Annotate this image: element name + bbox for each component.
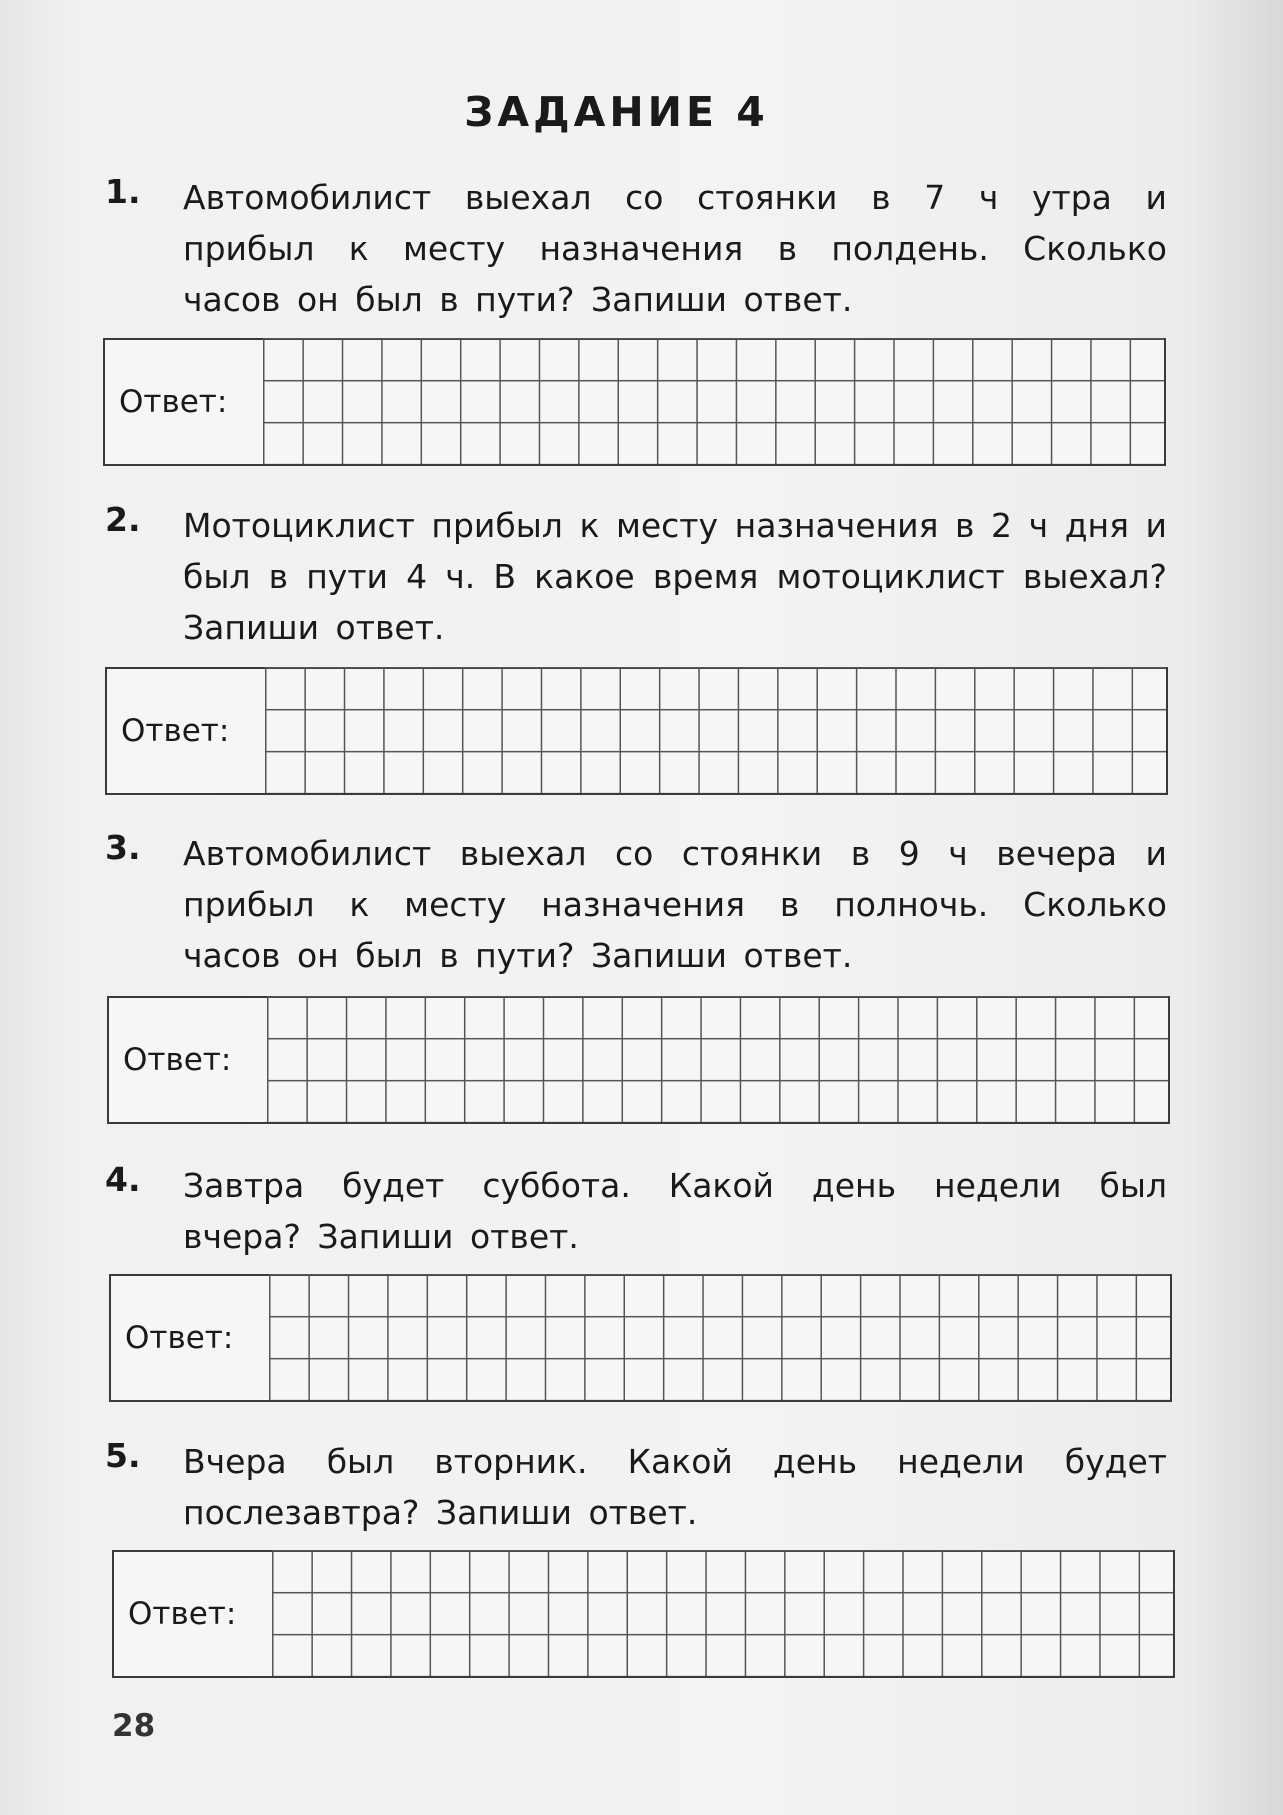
answer-grid[interactable] <box>272 1550 1175 1678</box>
answer-box-1[interactable] <box>103 338 1166 466</box>
task-number: 3. <box>105 828 141 867</box>
answer-grid[interactable] <box>263 338 1166 466</box>
task-1 <box>105 172 1167 322</box>
answer-label: Ответ: <box>121 713 230 749</box>
answer-box-3[interactable] <box>107 996 1170 1124</box>
answer-grid[interactable] <box>269 1274 1172 1402</box>
task-number: 4. <box>105 1160 141 1199</box>
task-number: 1. <box>105 172 141 211</box>
answer-box-2[interactable] <box>105 667 1168 795</box>
task-3 <box>105 828 1167 978</box>
task-text: Автомобилист выехал со стоянки в 7 ч утра и прибыл к месту назначения в полдень. Сколько часов он был в пути? Запиши ответ. <box>183 178 1167 319</box>
task-2 <box>105 500 1167 650</box>
page-number: 28 <box>112 1708 156 1744</box>
page-title: ЗАДАНИЕ 4 <box>464 88 769 136</box>
answer-box-4[interactable] <box>109 1274 1172 1402</box>
answer-label: Ответ: <box>119 384 228 420</box>
answer-label: Ответ: <box>128 1596 237 1632</box>
answer-grid[interactable] <box>267 996 1170 1124</box>
task-4 <box>105 1160 1167 1262</box>
task-5 <box>105 1436 1167 1538</box>
task-text: Вчера был вторник. Какой день недели будет послезавтра? Запиши ответ. <box>183 1442 1167 1532</box>
answer-label: Ответ: <box>123 1042 232 1078</box>
task-text: Завтра будет суббота. Какой день недели был вчера? Запиши ответ. <box>183 1166 1167 1256</box>
answer-label: Ответ: <box>125 1320 234 1356</box>
task-text: Автомобилист выехал со стоянки в 9 ч вечера и прибыл к месту назначения в полночь. Сколько часов он был в пути? Запиши ответ. <box>183 834 1167 975</box>
task-text: Мотоциклист прибыл к месту назначения в 2 ч дня и был в пути 4 ч. В какое время мотоциклист выехал? Запиши ответ. <box>183 506 1167 647</box>
answer-box-5[interactable] <box>112 1550 1175 1678</box>
answer-grid[interactable] <box>265 667 1168 795</box>
task-number: 5. <box>105 1436 141 1475</box>
task-number: 2. <box>105 500 141 539</box>
